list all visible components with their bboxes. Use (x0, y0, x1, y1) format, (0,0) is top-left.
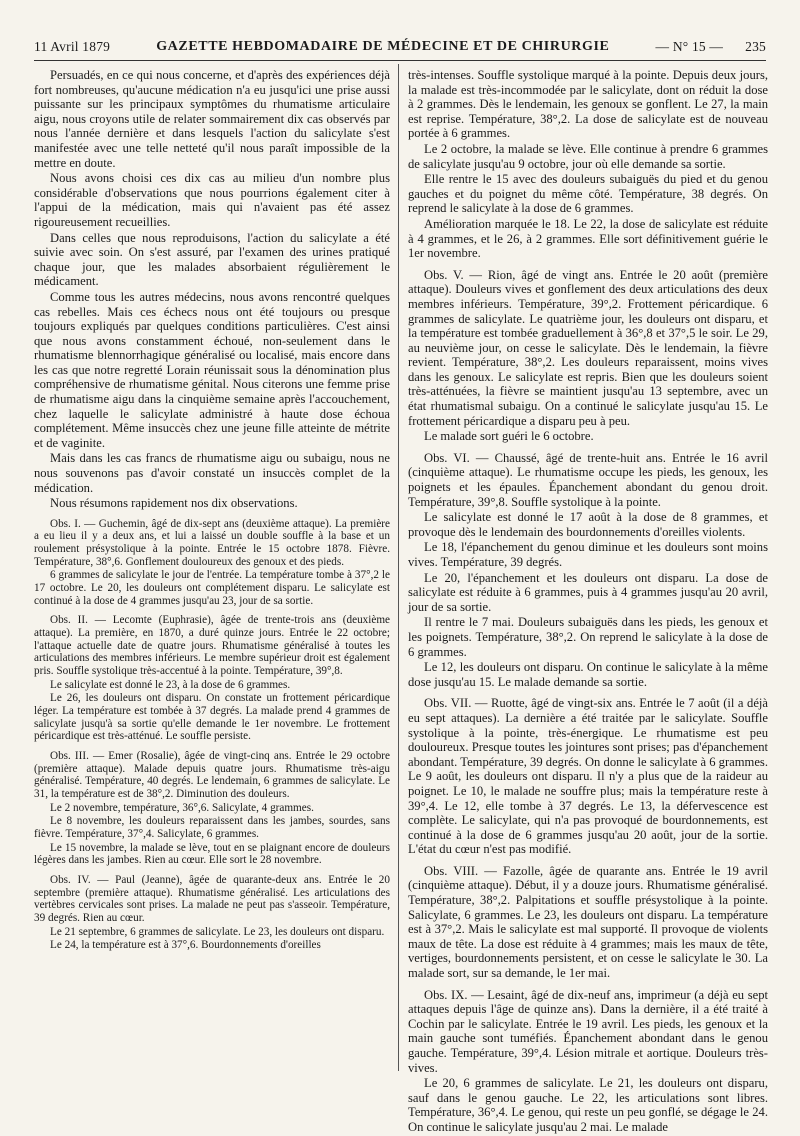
column-divider (398, 64, 399, 1071)
observation-4 (34, 874, 390, 952)
observation-8 (408, 864, 768, 981)
observation-3 (34, 750, 390, 867)
obs-paragraph: Obs. III. — Emer (Rosalie), âgée de vingt-cinq ans. Entrée le 29 octobre (première attaque). Malade depuis quatre jours. Rhumatisme très-aigu généralisé. Température, 40 degrés. Le lendemain, 6 grammes de salicylate. Le 31, la température est de 38°,2. Diminution des douleurs. (34, 749, 390, 800)
issue-date: 11 Avril 1879 (34, 39, 111, 54)
obs-paragraph: très-intenses. Souffle systolique marqué à la pointe. Depuis deux jours, la malade est très-incommodée par le salicylate, dont on réduit la dose à 2 grammes. Dès le lendemain, les genoux se gonflent. Le 27, la main est reprise. Température, 38°,2. La dose de salicylate est de nouveau portée à 6 grammes. (408, 68, 768, 141)
obs-paragraph: Obs. IX. — Lesaint, âgé de dix-neuf ans, imprimeur (a déjà eu sept attaques depuis l'âge de quinze ans). Dans la dernière, il a été traité à Cochin par le salicylate. Entrée le 19 avril. Les pieds, les genoux et la main gauche sont tuméfiés. Épanchement abondant dans le genou gauche. Température, 39°,4. Lésion mitrale et aortique. Douleurs très-vives. (408, 987, 768, 1075)
obs-paragraph: Le 21 septembre, 6 grammes de salicylate. Le 23, les douleurs ont disparu. (50, 925, 385, 938)
obs-paragraph: Le 26, les douleurs ont disparu. On constate un frottement péricardique léger. La température est tombée à 37 degrés. La malade prend 4 grammes de salicylate jusqu'à sa sortie qu'elle demande le 1er novembre. Le frottement péricardique est très-atténué. Le souffle persiste. (34, 692, 390, 743)
obs-paragraph: Le 12, les douleurs ont disparu. On continue le salicylate à la même dose jusqu'au 15. Le malade demande sa sortie. (408, 660, 768, 689)
obs-paragraph: Le salicylate est donné le 23, à la dose de 6 grammes. (50, 678, 291, 691)
obs-paragraph: Le malade sort guéri le 6 octobre. (424, 429, 594, 444)
observation-5 (408, 268, 768, 444)
obs-paragraph: Le salicylate est donné le 17 août à la dose de 8 grammes, et provoque dès le lendemain des bourdonnements d'oreilles violents. (408, 510, 768, 539)
observations-left (34, 518, 390, 952)
obs-paragraph: Le 15 novembre, la malade se lève, tout en se plaignant encore de douleurs légères dans les jambes. Rien au cœur. Elle sort le 28 novembre. (34, 841, 390, 867)
obs-paragraph: Obs. VI. — Chaussé, âgé de trente-huit ans. Entrée le 16 avril (cinquième attaque). Le rhumatisme occupe les pieds, les genoux, les poignets et les épaules. Épanchement abondant du genou droit. Température, 39°,8. Souffle systolique à la pointe. (408, 450, 768, 509)
obs-paragraph: Le 2 octobre, la malade se lève. Elle continue à prendre 6 grammes de salicylate jusqu'au 9 octobre, jour où elle demande sa sortie. (408, 141, 768, 171)
obs-paragraph: Obs. V. — Rion, âgé de vingt ans. Entrée le 20 août (première attaque). Douleurs vives et gonflement des deux articulations des deux membres inférieurs. Température, 39°,2. Frottement péricardique. 6 grammes de salicylate. Le quatrième jour, les douleurs ont disparu, et la température est tombée graduellement à 36°,8 et 37°,5 le soir. Le 29, au neuvième jour, on cesse le salicylate. Dès le lendemain, la fièvre revient. Température, 38°,2. Les douleurs reparaissent, moins vives dans les genoux. Le salicylate est repris. Bien que les douleurs soient très-atténuées, la fièvre se maintient jusqu'au 13 septembre, avec un état rhumatismal subaigu. On a continué le salicylate jusqu'au 15. Le frottement péricardique a disparu peu à peu. (408, 267, 768, 428)
obs-paragraph: Le 20, l'épanchement et les douleurs ont disparu. La dose de salicylate est réduite à 6 grammes, puis à 4 grammes jusqu'au 20 avril, jour de sa sortie. (408, 570, 768, 614)
left-column (34, 68, 390, 953)
obs-paragraph: Obs. VII. — Ruotte, âgé de vingt-six ans. Entrée le 7 août (il a déjà eu sept attaques). La dernière a été traitée par le salicylate. Souffle systolique à la pointe, très-énergique. Le rhumatisme est peu douloureux. Presque toutes les jointures sont prises; pas d'épanchement abondant. Température, 39 degrés. On donne le salicylate à 6 grammes. Le 9 août, les douleurs ont disparu. Il n'y a plus que de la raideur au poignet. Le 10, le malade ne souffre plus; mais la température reste à 39°,4. Le 12, elle tombe à 37 degrés. Le 13, la défervescence est complète. Le salicylate, qui n'a pas provoqué de bourdonnements, est continué à la dose de 6 grammes jusqu'au 20 août, jour de la sortie. L'état du cœur n'est pas modifié. (408, 696, 768, 857)
obs-paragraph: Obs. VIII. — Fazolle, âgée de quarante ans. Entrée le 19 avril (cinquième attaque). Début, il y a douze jours. Rhumatisme généralisé. Température, 38°,2. Palpitations et souffle présystolique à la pointe. Salicylate, 6 grammes. Le 23, les douleurs ont disparu. La température est à 37°,2. Mais le salicylate est mal supporté. Il provoque de violents maux de tête. La dose est réduite à 4 grammes; mais les maux de tête, vertiges, bourdonnements persistent, et on cesse le salicylate le 30. La malade sort, sur sa demande, le 1er mai. (408, 863, 768, 981)
obs-paragraph: Obs. IV. — Paul (Jeanne), âgée de quarante-deux ans. Entrée le 20 septembre (première attaque). Rhumatisme généralisé. Les articulations des vertèbres cervicales sont prises. La malade ne peut pas s'asseoir. Température, 39 degrés. Rien au cœur. (34, 873, 390, 924)
observation-7 (408, 696, 768, 857)
right-column (408, 68, 768, 1136)
obs-paragraph: Obs. I. — Guchemin, âgé de dix-sept ans (deuxième attaque). La première a eu lieu il y a deux ans, et lui a laissé un double souffle à la base et un roulement présystolique à la pointe. Entrée le 15 octobre 1878. Fièvre. Température, 38°,6. Gonflement douloureux des genoux et des pieds. (34, 517, 390, 568)
intro-text (34, 68, 390, 511)
obs-paragraph: 6 grammes de salicylate le jour de l'entrée. La température tombe à 37°,2 le 17 octobre. Le 20, les douleurs ont complétement disparu. Le salicylate est continué à la dose de 4 grammes jusqu'au 23, jour de sa sortie. (34, 569, 390, 607)
obs-paragraph: Amélioration marquée le 18. Le 22, la dose de salicylate est réduite à 4 grammes, et le 26, à 2 grammes. Elle sort définitivement guérie le 1er novembre. (408, 216, 768, 261)
page-header (34, 34, 766, 60)
paragraph: Mais dans les cas francs de rhumatisme aigu ou subaigu, nous ne nous souvenons pas d'avoir constaté un insuccès complet de la médication. (34, 451, 390, 495)
obs-paragraph: Il rentre le 7 mai. Douleurs subaiguës dans les pieds, les genoux et les poignets. Température, 38°,2. On reprend le salicylate à la dose de 6 grammes. (408, 615, 768, 659)
obs-paragraph: Le 2 novembre, température, 36°,6. Salicylate, 4 grammes. (50, 801, 314, 814)
paragraph: Nous résumons rapidement nos dix observations. (50, 496, 298, 511)
paragraph: Nous avons choisi ces dix cas au milieu d'un nombre plus considérable d'observations que nous pourrions également citer à l'appui de la médication, mais qui n'avaient pas été assez rigoureusement recueillies. (34, 171, 390, 229)
obs-paragraph: Elle rentre le 15 avec des douleurs subaiguës du pied et du genou gauches et du poignet du même côté. Température, 38 degrés. On reprend le salicylate à la dose de 6 grammes. (408, 172, 768, 216)
header-rule (34, 60, 766, 61)
page-number: 235 (745, 39, 766, 54)
journal-title: GAZETTE HEBDOMADAIRE DE MÉDECINE ET DE CHIRURGIE (156, 39, 610, 54)
paragraph: Persuadés, en ce qui nous concerne, et d'après des expériences déjà fort nombreuses, qu'aucune médication n'a eu jusqu'ici une prise aussi puissante sur les principaux symptômes du rhumatisme articulaire aigu, nous croyons utile de relater sommairement dix cas observés par nous l'année dernière et dans lesquels l'action du salicylate s'est manifestée avec une telle netteté qu'il nous paraît impossible de la mettre en doute. (34, 68, 390, 170)
paragraph: Comme tous les autres médecins, nous avons rencontré quelques cas rebelles. Mais ces échecs nous ont été toujours ou presque toujours expliqués par quelques conditions particulières. C'est ainsi que nous avons constamment échoué, non-seulement dans le rhumatisme blennorrhagique généralisé ou localisé, mais encore dans les cas que notre regretté Lorain réunissait sous la dénomination plus compréhensive de rhumatisme génital. Nous citerons une femme prise de rhumatisme aigu dans la cinquième semaine après l'accouchement, chez laquelle le salicylate administré à haute dose échoua complétement. Même insuccès chez une jeune fille atteinte de métrite et de vaginite. (34, 289, 390, 450)
paragraph: Dans celles que nous reproduisons, l'action du salicylate a été suivie avec soin. On s'est assuré, par l'examen des urines pratiqué chaque jour, que les malades absorbaient régulièrement le médicament. (34, 230, 390, 289)
observation-6 (408, 451, 768, 690)
obs-paragraph: Le 8 novembre, les douleurs reparaissent dans les jambes, sourdes, sans fièvre. Température, 37°,4. Salicylate, 6 grammes. (34, 815, 390, 840)
header-right (656, 39, 766, 55)
observation-2 (34, 614, 390, 743)
observation-4-continued (408, 68, 768, 261)
obs-paragraph: Obs. II. — Lecomte (Euphrasie), âgée de trente-trois ans (deuxième attaque). La première, en 1870, a duré quinze jours. Entrée le 22 octobre; l'attaque actuelle date de quatre jours. Rhumatisme généralisé à toutes les articulations des membres inférieurs. Le membre supérieur droit est également pris. Souffle systolique très-accentué à la pointe. Température, 39°,8. (34, 614, 390, 678)
obs-paragraph: Le 18, l'épanchement du genou diminue et les douleurs sont moins vives. Température, 39 degrés. (408, 540, 768, 569)
obs-paragraph: Le 20, 6 grammes de salicylate. Le 21, les douleurs ont disparu, sauf dans le genou gauche. Le 22, les articulations sont libres. Température, 36°,4. Le genou, qui reste un peu gonflé, se dégage le 24. On continue le salicylate jusqu'au 2 mai. Le malade (408, 1076, 768, 1134)
issue-number: — N° 15 — (655, 39, 724, 54)
obs-paragraph: Le 24, la température est à 37°,6. Bourdonnements d'oreilles (50, 939, 321, 952)
observation-9 (408, 988, 768, 1135)
observation-1 (34, 518, 390, 608)
